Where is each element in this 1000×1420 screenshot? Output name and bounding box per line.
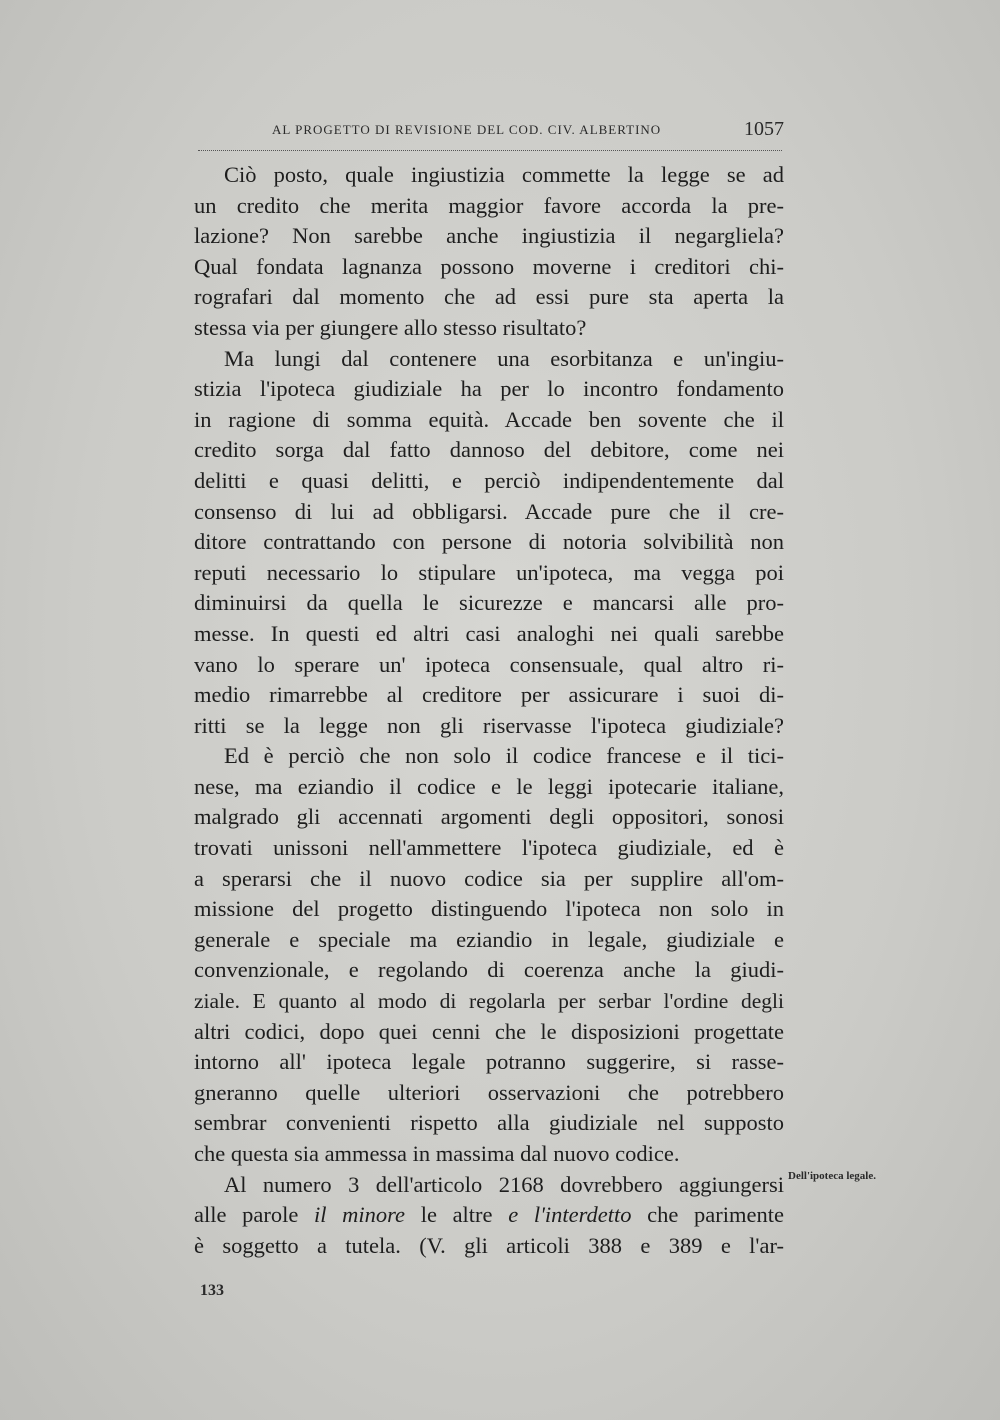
text-line: intorno all' ipoteca legale potranno suggerire, si rasse- <box>194 1049 784 1075</box>
text-line: generale e speciale ma eziandio in legale, giudiziale e <box>194 926 784 952</box>
margin-note: Dell'ipoteca legale. <box>788 1170 876 1182</box>
text-line: è soggetto a tutela. (V. gli articoli 388 e 389 e l'ar- <box>194 1232 784 1258</box>
running-title: AL PROGETTO DI REVISIONE DEL COD. CIV. ALBERTINO <box>272 122 662 137</box>
text-line: che questa sia ammessa in massima dal nuovo codice. <box>194 1141 680 1166</box>
text-line: sembrar convenienti rispetto alla giudiziale nel supposto <box>194 1110 784 1136</box>
text-run: le altre <box>405 1202 509 1228</box>
text-line: missione del progetto distinguendo l'ipoteca non solo in <box>194 896 784 922</box>
text-run: alle parole <box>194 1202 314 1228</box>
text-line: nese, ma eziandio il codice e le leggi ipotecarie italiane, <box>194 773 784 799</box>
running-header <box>272 118 784 146</box>
text-line: a sperarsi che il nuovo codice sia per supplire all'om- <box>194 865 784 891</box>
text-line: ritti se la legge non gli riservasse l'ipoteca giudiziale? <box>194 712 784 738</box>
text-line: gneranno quelle ulteriori osservazioni che potrebbero <box>194 1079 784 1105</box>
text-line: medio rimarrebbe al creditore per assicurare i suoi di- <box>194 682 784 708</box>
page-number: 1057 <box>744 118 784 140</box>
text-line: un credito che merita maggior favore accorda la pre- <box>194 192 784 218</box>
italic-run: e l'interdetto <box>508 1202 632 1228</box>
text-line: messe. In questi ed altri casi analoghi nei quali sarebbe <box>194 620 784 646</box>
text-line: diminuirsi da quella le sicurezze e mancarsi alle pro- <box>194 590 784 616</box>
text-line: Qual fondata lagnanza possono moverne i creditori chi- <box>194 253 784 279</box>
italic-run: il minore <box>313 1202 406 1228</box>
text-line: rografari dal momento che ad essi pure sta aperta la <box>194 284 784 310</box>
signature-mark: 133 <box>200 1282 224 1299</box>
text-line: lazione? Non sarebbe anche ingiustizia il negargliela? <box>194 223 784 249</box>
text-line: stizia l'ipoteca giudiziale ha per lo incontro fondamento <box>194 376 784 402</box>
text-line: altri codici, dopo quei cenni che le disposizioni progettate <box>194 1018 784 1044</box>
text-line: in ragione di somma equità. Accade ben sovente che il <box>194 406 784 432</box>
text-line: Ma lungi dal contenere una esorbitanza e un'ingiu- <box>224 345 784 371</box>
text-line: stessa via per giungere allo stesso risultato? <box>194 314 587 340</box>
body-text <box>194 160 784 1261</box>
text-run: che parimente <box>631 1202 784 1228</box>
text-line: reputi necessario lo stipulare un'ipoteca, ma vegga poi <box>194 559 784 585</box>
text-line: consenso di lui ad obbligarsi. Accade pure che il cre- <box>194 498 784 524</box>
text-line: convenzionale, e regolando di coerenza anche la giudi- <box>194 957 784 983</box>
text-line: credito sorga dal fatto dannoso del debitore, come nei <box>194 437 784 463</box>
text-line: Ciò posto, quale ingiustizia commette la legge se ad <box>224 162 784 187</box>
text-line: ditore contrattando con persone di notoria solvibilità non <box>194 529 784 555</box>
text-line: malgrado gli accennati argomenti degli oppositori, sonosi <box>194 804 784 830</box>
text-line: Al numero 3 dell'articolo 2168 dovrebbero aggiungersi <box>224 1171 784 1197</box>
text-line: ziale. E quanto al modo di regolarla per serbar l'ordine degli <box>194 989 784 1014</box>
text-line: Ed è perciò che non solo il codice francese e il tici- <box>224 743 784 769</box>
header-rule <box>198 150 782 151</box>
text-line: vano lo sperare un' ipoteca consensuale, qual altro ri- <box>194 651 784 677</box>
text-line: delitti e quasi delitti, e perciò indipendentemente dal <box>194 467 784 493</box>
text-line-with-italics <box>194 1200 784 1231</box>
text-line: trovati unissoni nell'ammettere l'ipoteca giudiziale, ed è <box>194 835 784 861</box>
